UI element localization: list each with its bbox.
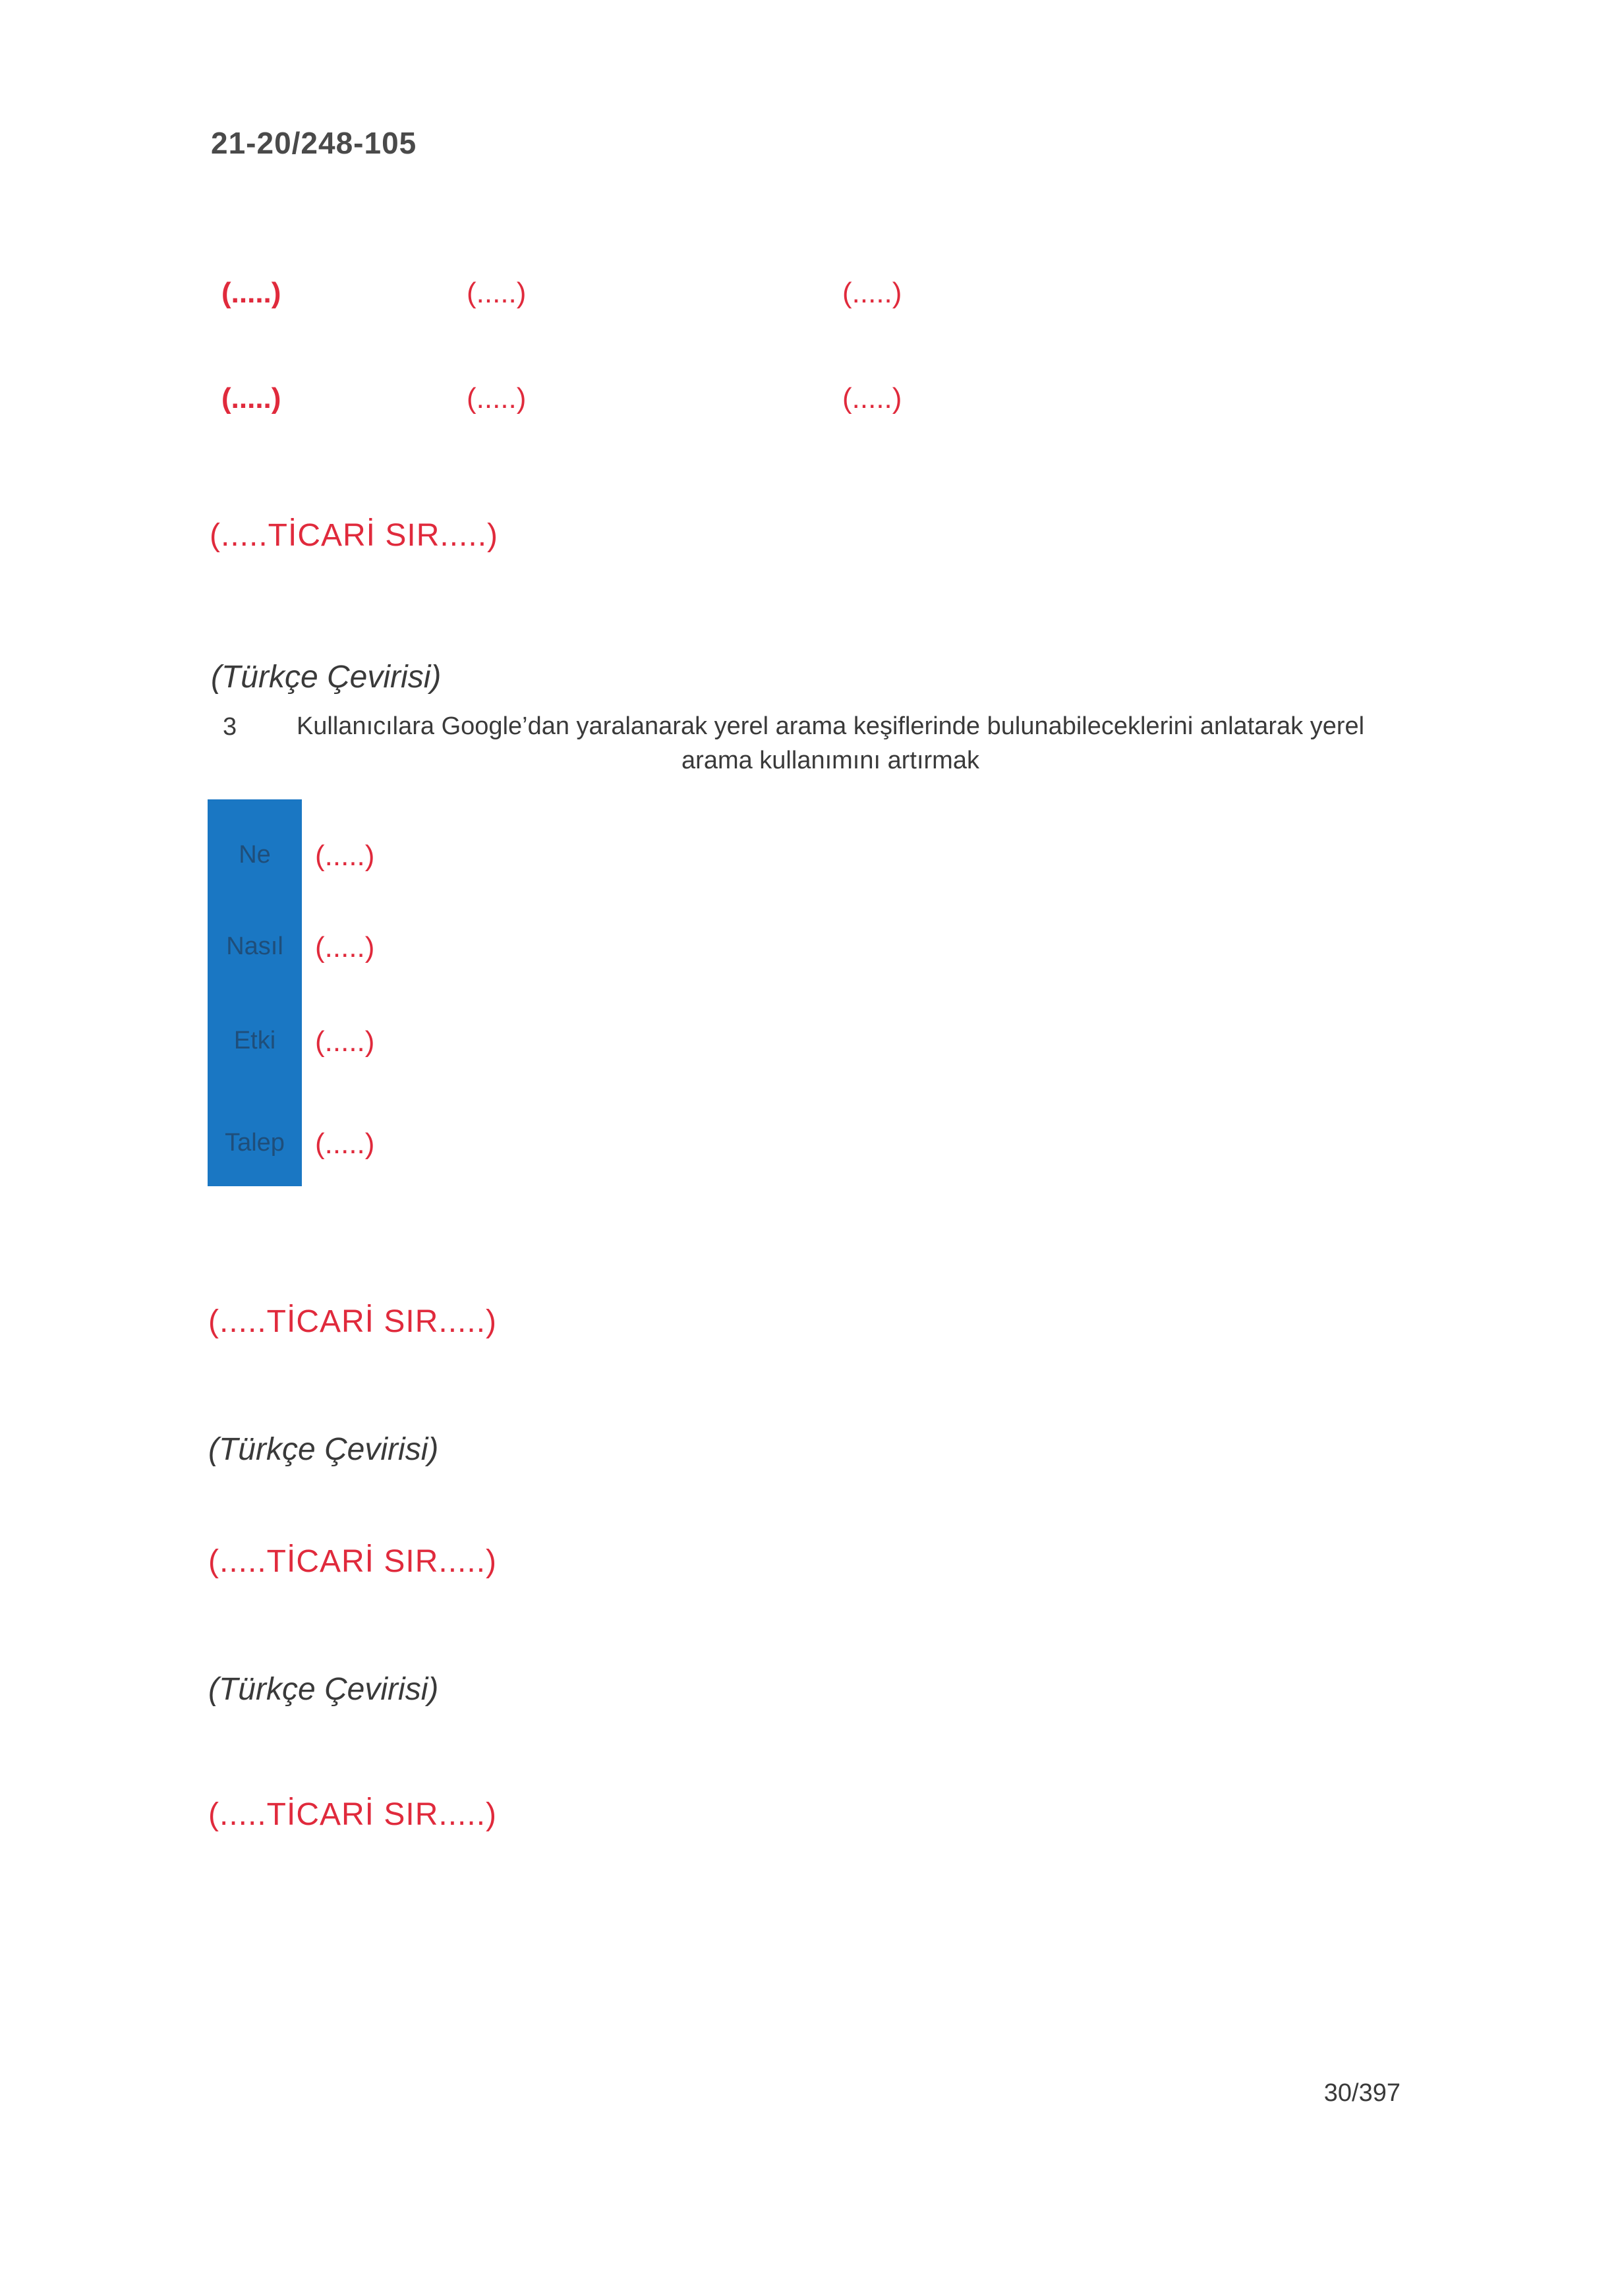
trade-secret-label: (.....TİCARİ SIR.....) <box>208 1544 498 1579</box>
translation-heading: (Türkçe Çevirisi) <box>208 1432 439 1467</box>
row-value-talep: (.....) <box>315 1128 375 1160</box>
row-value-etki: (.....) <box>315 1025 375 1058</box>
document-reference: 21-20/248-105 <box>211 126 417 160</box>
trade-secret-label: (.....TİCARİ SIR.....) <box>210 518 499 553</box>
item-number: 3 <box>223 713 237 741</box>
row-label-etki: Etki <box>233 1027 276 1054</box>
trade-secret-label: (.....TİCARİ SIR.....) <box>208 1797 498 1832</box>
redacted-placeholder: (.....) <box>467 277 527 309</box>
translation-heading: (Türkçe Çevirisi) <box>211 660 442 695</box>
item-text-line2: arama kullanımını artırmak <box>681 747 979 774</box>
redacted-placeholder: (.....) <box>221 382 281 415</box>
row-label-talep: Talep <box>225 1129 285 1157</box>
redacted-placeholder: (.....) <box>467 382 527 415</box>
page-number: 30/397 <box>1323 2079 1401 2107</box>
trade-secret-label: (.....TİCARİ SIR.....) <box>208 1304 498 1339</box>
row-label-ne: Ne <box>239 841 271 869</box>
row-label-nasil: Nasıl <box>226 933 283 960</box>
redacted-placeholder: (.....) <box>842 382 902 415</box>
translation-heading: (Türkçe Çevirisi) <box>208 1672 439 1707</box>
row-value-nasil: (.....) <box>315 931 375 963</box>
item-text-line1: Kullanıcılara Google’dan yaralanarak yerel arama keşiflerinde bulunabileceklerini anlatarak yerel <box>296 712 1365 740</box>
row-value-ne: (.....) <box>315 840 375 872</box>
redacted-placeholder: (.....) <box>221 277 281 309</box>
redacted-placeholder: (.....) <box>842 277 902 309</box>
